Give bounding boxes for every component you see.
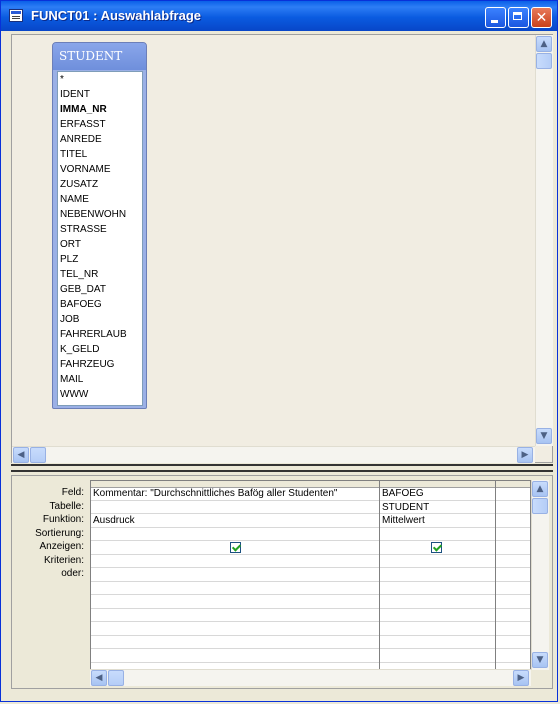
maximize-button[interactable] — [508, 7, 529, 28]
field-list-item[interactable]: FAHRZEUG — [60, 359, 115, 370]
grid-cell[interactable] — [380, 636, 497, 649]
close-icon: ✕ — [535, 10, 548, 26]
grid-cell[interactable] — [496, 649, 531, 662]
table-pane[interactable] — [11, 34, 553, 463]
query-window-icon[interactable] — [9, 9, 23, 22]
grid-cell[interactable] — [91, 622, 381, 635]
grid-cell[interactable] — [91, 649, 381, 662]
row-label: Feld: — [61, 487, 84, 498]
minimize-button[interactable] — [485, 7, 506, 28]
table-pane-horizontal-scrollbar[interactable] — [12, 446, 535, 463]
grid-cell[interactable] — [91, 595, 381, 608]
grid-row[interactable] — [91, 555, 530, 569]
scroll-right-button[interactable] — [517, 447, 533, 463]
field-list-item[interactable]: BAFOEG — [60, 299, 102, 310]
field-list-item[interactable]: GEB_DAT — [60, 284, 106, 295]
grid-cell[interactable] — [91, 555, 381, 568]
field-list-item[interactable]: MAIL — [60, 374, 84, 385]
grid-cell[interactable] — [496, 514, 531, 527]
grid-cell[interactable] — [496, 636, 531, 649]
design-grid[interactable] — [90, 480, 531, 670]
scroll-down-icon: ▼ — [536, 655, 544, 665]
grid-cell[interactable] — [380, 595, 497, 608]
field-list[interactable] — [57, 71, 143, 406]
grid-row[interactable] — [91, 501, 530, 515]
field-list-item[interactable]: ANREDE — [60, 134, 102, 145]
field-list-item[interactable]: JOB — [60, 314, 80, 325]
row-label: Kriterien: — [43, 554, 84, 566]
grid-cell[interactable] — [496, 501, 531, 514]
field-list-item[interactable]: WWW — [60, 389, 89, 400]
grid-cell[interactable] — [380, 555, 497, 568]
row-label: Tabelle: — [49, 500, 84, 512]
grid-row[interactable] — [91, 514, 530, 528]
field-list-item[interactable]: VORNAME — [60, 164, 111, 175]
grid-cell[interactable] — [496, 568, 531, 581]
field-list-item[interactable]: TITEL — [60, 149, 88, 160]
grid-cell[interactable] — [380, 622, 497, 635]
scroll-up-icon: ▲ — [536, 484, 544, 494]
scroll-right-icon: ▶ — [521, 450, 529, 460]
grid-vertical-scrollbar[interactable] — [531, 480, 549, 670]
field-list-item[interactable]: NEBENWOHN — [60, 209, 127, 220]
grid-cell[interactable] — [496, 582, 531, 595]
close-button[interactable] — [531, 7, 552, 28]
grid-horizontal-scroll-thumb[interactable] — [108, 670, 124, 686]
grid-cell[interactable] — [91, 609, 381, 622]
grid-cell[interactable] — [380, 568, 497, 581]
grid-cell[interactable] — [496, 609, 531, 622]
grid-scroll-down-button[interactable] — [532, 652, 548, 668]
show-checkbox[interactable] — [230, 542, 241, 553]
field-list-window[interactable] — [52, 42, 147, 409]
row-label: Funktion: — [42, 514, 84, 525]
grid-cell[interactable]: Ausdruck — [93, 515, 135, 526]
vertical-scroll-thumb[interactable] — [536, 53, 552, 69]
grid-horizontal-scrollbar[interactable] — [90, 669, 531, 686]
scroll-up-icon: ▲ — [540, 39, 548, 49]
field-list-item[interactable]: IMMA_NR — [60, 104, 107, 115]
scroll-right-icon: ▶ — [517, 673, 525, 683]
design-grid-pane[interactable] — [11, 475, 553, 689]
grid-cell[interactable] — [380, 582, 497, 595]
field-list-item[interactable]: * — [60, 74, 64, 85]
grid-row[interactable] — [91, 528, 530, 542]
row-label: Sortierung: — [35, 527, 84, 539]
scroll-down-button[interactable] — [536, 428, 552, 444]
pane-splitter[interactable] — [11, 464, 553, 472]
title-bar[interactable] — [1, 1, 557, 31]
grid-cell[interactable]: Mittelwert — [382, 515, 425, 526]
field-list-item[interactable]: STRASSE — [60, 224, 107, 235]
grid-vertical-scroll-thumb[interactable] — [532, 498, 548, 514]
grid-row[interactable] — [91, 541, 530, 555]
grid-scroll-up-button[interactable] — [532, 481, 548, 497]
grid-cell[interactable]: BAFOEG — [382, 488, 424, 499]
column-divider[interactable] — [495, 481, 496, 669]
grid-cell[interactable] — [91, 636, 381, 649]
grid-cell[interactable] — [91, 568, 381, 581]
grid-row[interactable] — [91, 595, 530, 609]
grid-cell[interactable] — [380, 609, 497, 622]
grid-row[interactable] — [91, 582, 530, 596]
grid-row[interactable] — [91, 487, 530, 501]
grid-row[interactable] — [91, 622, 530, 636]
grid-cell[interactable] — [496, 541, 531, 554]
scroll-left-icon: ◀ — [95, 673, 103, 683]
grid-row[interactable] — [91, 636, 530, 650]
window-title: FUNCT01 : Auswahlabfrage — [31, 8, 201, 23]
grid-row[interactable] — [91, 609, 530, 623]
grid-row[interactable] — [91, 568, 530, 582]
grid-scroll-left-button[interactable] — [91, 670, 107, 686]
grid-cell[interactable] — [91, 528, 381, 541]
grid-row[interactable] — [91, 649, 530, 663]
field-list-item[interactable]: ERFASST — [60, 119, 106, 130]
field-list-item[interactable]: IDENT — [60, 89, 90, 100]
row-label: oder: — [61, 568, 84, 579]
row-labels — [12, 486, 84, 581]
field-list-item[interactable]: K_GELD — [60, 344, 100, 355]
grid-cell[interactable] — [380, 541, 497, 554]
grid-cell[interactable] — [380, 528, 497, 541]
horizontal-scroll-thumb[interactable] — [30, 447, 46, 463]
grid-cell[interactable]: STUDENT — [382, 501, 430, 513]
field-list-item[interactable]: PLZ — [60, 254, 79, 265]
table-pane-vertical-scrollbar[interactable] — [535, 35, 553, 446]
field-list-item[interactable]: ZUSATZ — [60, 179, 99, 190]
grid-cell[interactable] — [496, 595, 531, 608]
grid-cell[interactable] — [496, 487, 531, 500]
grid-cell[interactable] — [496, 555, 531, 568]
show-checkbox[interactable] — [431, 542, 442, 553]
scroll-up-button[interactable] — [536, 36, 552, 52]
grid-cell[interactable] — [380, 649, 497, 662]
field-list-item[interactable]: NAME — [60, 194, 89, 205]
field-list-item[interactable]: TEL_NR — [60, 269, 99, 280]
scroll-down-icon: ▼ — [540, 431, 548, 441]
column-divider[interactable] — [379, 481, 380, 669]
grid-cell[interactable] — [496, 528, 531, 541]
grid-cell[interactable] — [91, 501, 381, 514]
scroll-left-button[interactable] — [13, 447, 29, 463]
grid-cell[interactable] — [496, 622, 531, 635]
field-list-item[interactable]: FAHRERLAUB — [60, 329, 127, 340]
grid-cell[interactable]: Kommentar: "Durchschnittliches Bafög aller Studenten" — [93, 488, 338, 499]
field-list-title[interactable]: STUDENT — [53, 43, 146, 70]
grid-cell[interactable] — [91, 582, 381, 595]
field-list-item[interactable]: ORT — [60, 239, 81, 250]
grid-cell[interactable] — [91, 541, 381, 554]
scroll-left-icon: ◀ — [17, 450, 25, 460]
row-label: Anzeigen: — [39, 541, 84, 552]
grid-scroll-right-button[interactable] — [513, 670, 529, 686]
